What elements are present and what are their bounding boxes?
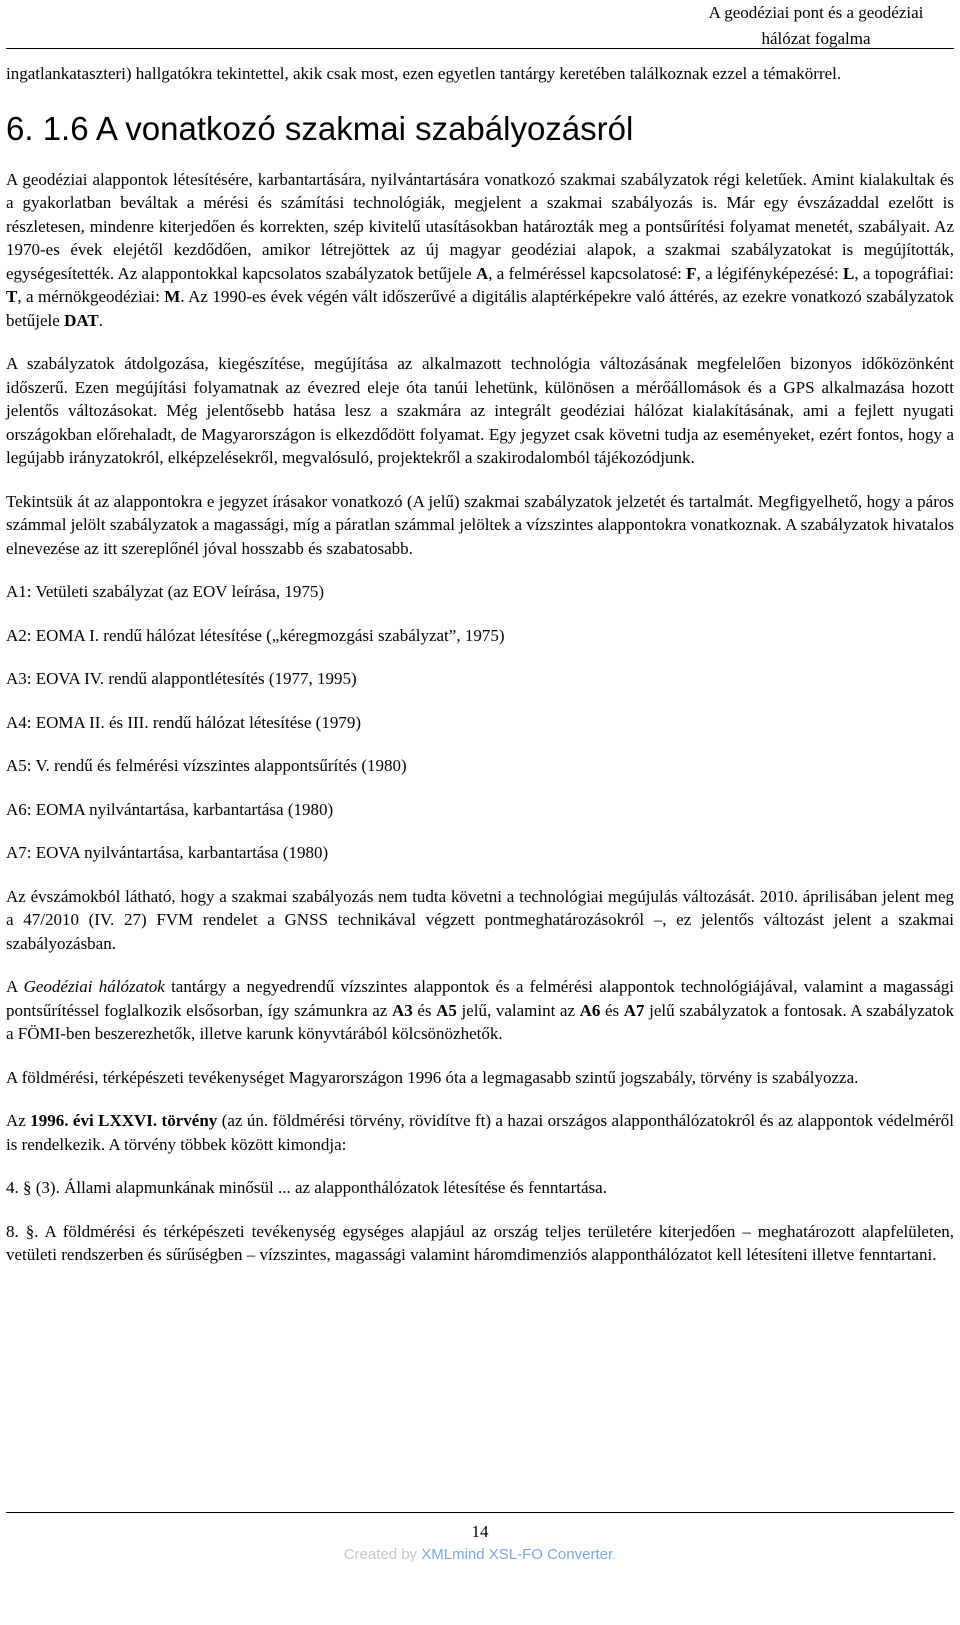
regulation-item-a1: A1: Vetületi szabályzat (az EOV leírása, 1975) <box>6 582 325 601</box>
regulation-item-a5: A5: V. rendű és felmérési vízszintes alappontsűrítés (1980) <box>6 756 407 775</box>
paragraph-regulations-history: A geodéziai alappontok létesítésére, karbantartására, nyilvántartására vonatkozó szakmai szabályzatok régi keletűek. Amint kialakultak és a gyakorlatban beváltak a mérési és számítási technológiák, megjelent a szakmai szabályozás is. Már egy évszázaddal ezelőtt is részletesen, mindenre kiterjedően és korrekten, szép kivitelű utasításokban határozták meg a pontsűrítési folyamat menetét, szabályait. Az 1970-es évek elejétől kezdődően, amikor létrejöttek az új magyar geodéziai alapok, a szakmai szabályzatokat is megújították, egységesítették. Az alappontokkal kapcsolatos szabályzatok betűjele A, a felméréssel kapcsolatosé: F, a légifényképezésé: L, a topográfiai: T, a mérnökgeodéziai: M. Az 1990-es évek végén vált időszerűvé a digitális alaptérképekre való áttérés, az ezekre vonatkozó szabályzatok betűjele DAT. <box>6 169 955 330</box>
page-number: 14 <box>471 1522 489 1541</box>
paragraph-gnss-decree: Az évszámokból látható, hogy a szakmai szabályozás nem tudta követni a technológiai megújulás változását. 2010. áprilisában jelent meg a 47/2010 (IV. 27) FVM rendelet a GNSS technikával végzett pontmeghatározásokról –, ez jelentős változást jelent a szakmai szabályozásban. <box>6 886 954 953</box>
paragraph-legislation: A földmérési, térképészeti tevékenységet Magyarországon 1996 óta a legmagasabb szintű jogszabály, törvény is szabályozza. <box>6 1067 859 1087</box>
regulation-item-a7: A7: EOVA nyilvántartása, karbantartása (1980) <box>6 843 329 862</box>
creator-brand: XMLmind XSL-FO Converter <box>421 1546 613 1563</box>
paragraph-section-8: 8. §. A földmérési és térképészeti tevékenység egységes alapjául az ország teljes területére kiterjedően – meghatározott alapfelületen, vetületi rendszerben és sűrűségben – vízszintes, magassági valamint háromdimenziós alapponthálózatot kell létesíteni illetve fenntartani. <box>6 1221 954 1264</box>
running-header <box>696 0 936 52</box>
intro-paragraph: ingatlankataszteri) hallgatókra tekintettel, akik csak most, ezen egyetlen tantárgy keretében találkoznak ezzel a témakörrel. <box>6 64 842 83</box>
regulation-item-a2: A2: EOMA I. rendű hálózat létesítése („kéregmozgási szabályzat”, 1975) <box>6 625 505 645</box>
header-line-1: A geodéziai pont és a geodéziai <box>708 3 924 22</box>
regulation-item-a3: A3: EOVA IV. rendű alappontlétesítés (1977, 1995) <box>6 669 357 688</box>
footer-divider <box>6 1512 954 1513</box>
creator-watermark: Created by XMLmind XSL-FO Converter. <box>343 1546 617 1563</box>
paragraph-regulation-updates: A szabályzatok átdolgozása, kiegészítése, megújítása az alkalmazott technológia változásának megfelelően bizonyos időközönként időszerű. Ezen megújítási folyamatnak az évezred eleje óta tanúi lehetünk, különösen a mérőállomások és a GPS alkalmazása hozott jelentős változásokat. Még jelentősebb hatása lesz a szakmára az integrált geodéziai hálózat kialakításának, ami a fejlett nyugati országokban előrehaladt, de Magyarországon is elkezdődött folyamat. Egy jegyzet csak követni tudja az eseményeket, ezért fontos, hogy a legújabb irányzatokról, elképzelésekről, megvalósuló, projektekről a szakirodalomból tájékozódjunk. <box>6 354 954 467</box>
header-line-2: hálózat fogalma <box>761 29 871 48</box>
paragraph-regulation-overview: Tekintsük át az alappontokra e jegyzet írásakor vonatkozó (A jelű) szakmai szabályzatok jelzetét és tartalmát. Megfigyelhető, hogy a páros számmal jelölt szabályzatok a magassági, míg a páratlan számmal jelöltek a vízszintes alappontokra vonatkoznak. A szabályzatok hivatalos elnevezése az itt szereplőnél jóval hosszabb és szabatosabb. <box>6 491 954 558</box>
regulation-item-a4: A4: EOMA II. és III. rendű hálózat létesítése (1979) <box>6 712 361 732</box>
page-content <box>6 62 954 1287</box>
paragraph-section-4: 4. § (3). Állami alapmunkának minősül ... az alapponthálózatok létesítése és fenntartása. <box>6 1178 607 1197</box>
paragraph-survey-act: Az 1996. évi LXXVI. törvény (az ún. földmérési törvény, rövidítve ft) a hazai országos alapponthálózatokról és az alappontok védelméről is rendelkezik. A törvény többek között kimondja: <box>6 1111 954 1154</box>
section-title: 6. 1.6 A vonatkozó szakmai szabályozásról <box>6 109 634 147</box>
regulation-item-a6: A6: EOMA nyilvántartása, karbantartása (1980) <box>6 799 334 819</box>
header-divider <box>6 48 954 49</box>
paragraph-course-relevance: A Geodéziai hálózatok tantárgy a negyedrendű vízszintes alappontok és a felmérési alappontok technológiájával, valamint a magassági pontsűrítéssel foglalkozik elsősorban, így számunkra az A3 és A5 jelű, valamint az A6 és A7 jelű szabályzatok a fontosak. A szabályzatok a FÖMI-ben beszerezhetők, illetve karunk könyvtárából kölcsönözhetők. <box>6 977 954 1043</box>
